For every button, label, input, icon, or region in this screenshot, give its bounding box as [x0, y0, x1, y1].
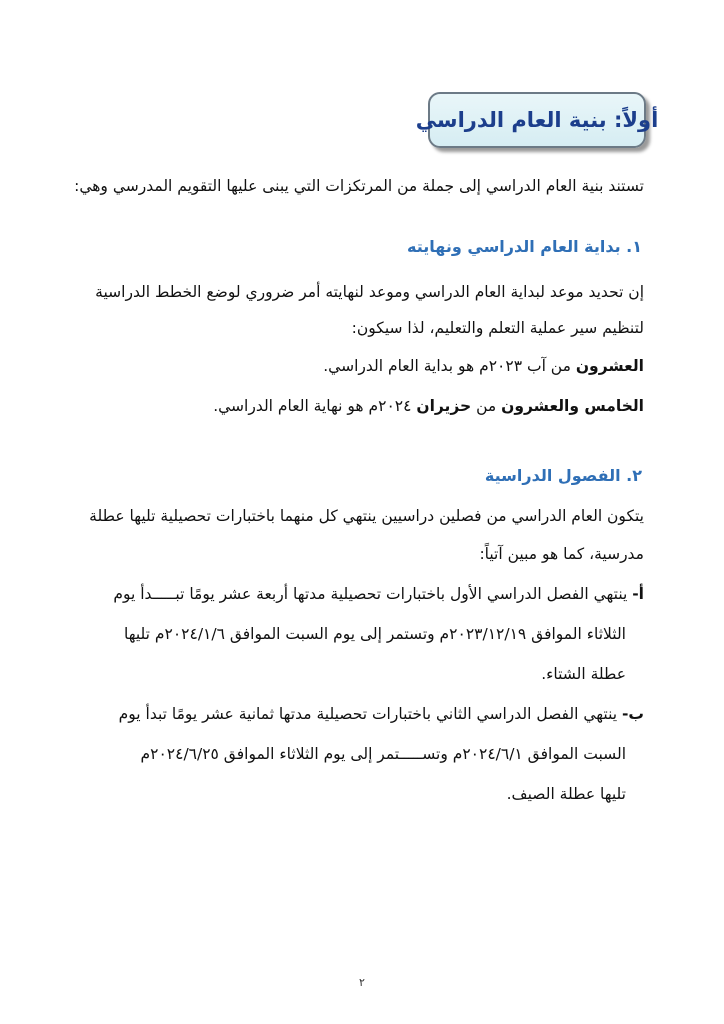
item-b-prefix: ب-: [621, 705, 644, 723]
end-date-bold-month: حزيران: [416, 397, 472, 415]
section1-line1: إن تحديد موعد لبداية العام الدراسي وموعد لنهايته أمر ضروري لوضع الخطط الدراسية: [95, 283, 644, 301]
section-title-box: [415, 92, 659, 148]
end-date-mid: من: [471, 397, 502, 415]
section2-line2: مدرسية، كما هو مبين آتياً:: [479, 545, 644, 563]
item-a-prefix: أ-: [632, 585, 644, 603]
section-title: أولاً: بنية العام الدراسي: [415, 108, 659, 132]
end-date-bold-day: الخامس والعشرون: [501, 397, 644, 415]
item-a-text1: ينتهي الفصل الدراسي الأول باختبارات تحصيلية مدتها أربعة عشر يومًا تبـــــدأ يوم: [113, 585, 633, 603]
item-b-text1: ينتهي الفصل الدراسي الثاني باختبارات تحصيلية مدتها ثمانية عشر يومًا تبدأ يوم: [118, 705, 622, 723]
item-a-line1: [78, 584, 644, 604]
section2-line1: يتكون العام الدراسي من فصلين دراسيين ينتهي كل منهما باختبارات تحصيلية تليها عطلة: [89, 507, 644, 525]
intro-paragraph: تستند بنية العام الدراسي إلى جملة من المرتكزات التي يبنى عليها التقويم المدرسي وهي:: [74, 177, 644, 195]
start-date-rest: من آب ٢٠٢٣م هو بداية العام الدراسي.: [323, 357, 576, 375]
end-date-line: [78, 396, 644, 416]
item-b-line3: تليها عطلة الصيف.: [506, 785, 626, 803]
start-date-line: [78, 356, 644, 376]
section1-heading: ١. بداية العام الدراسي ونهايته: [407, 237, 642, 256]
section1-line2: لتنظيم سير عملية التعلم والتعليم، لذا سيكون:: [351, 319, 644, 337]
section2-heading: ٢. الفصول الدراسية: [484, 466, 642, 485]
start-date-bold: العشرون: [575, 357, 644, 375]
end-date-rest: ٢٠٢٤م هو نهاية العام الدراسي.: [213, 397, 417, 415]
item-a-line3: عطلة الشتاء.: [541, 665, 626, 683]
item-b-line1: [78, 704, 644, 724]
item-a-line2: الثلاثاء الموافق ٢٠٢٣/١٢/١٩م وتستمر إلى يوم السبت الموافق ٢٠٢٤/١/٦م تليها: [124, 625, 626, 643]
item-b-line2: السبت الموافق ٢٠٢٤/٦/١م وتســـــتمر إلى يوم الثلاثاء الموافق ٢٠٢٤/٦/٢٥م: [140, 745, 626, 763]
page-number: ٢: [359, 976, 365, 989]
